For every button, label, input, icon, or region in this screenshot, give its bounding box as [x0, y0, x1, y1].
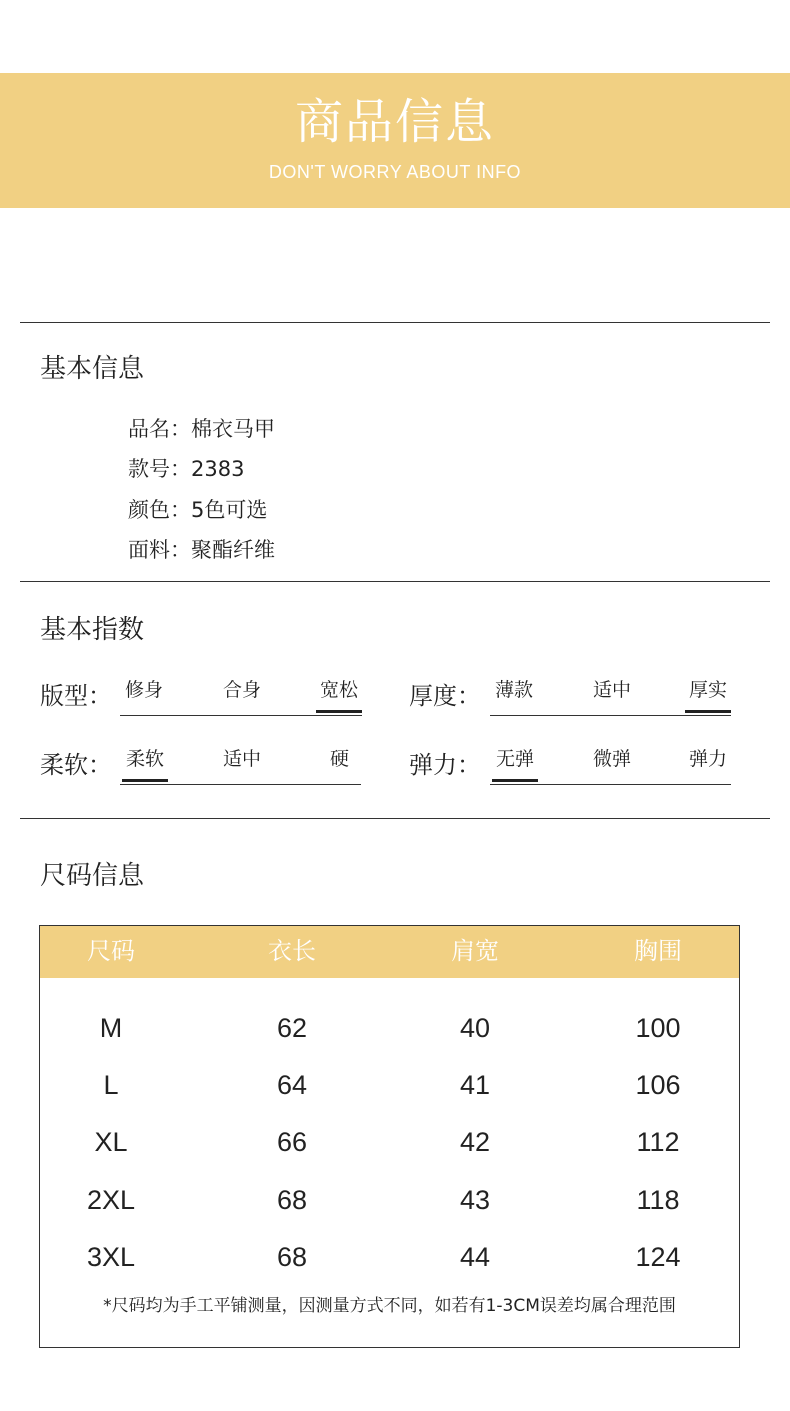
scale-thickness — [490, 671, 731, 716]
basic-info-title: 基本信息 — [40, 354, 145, 384]
scale-option-selected: 无弹 — [496, 748, 535, 770]
divider — [20, 581, 770, 582]
scale-option: 弹力 — [689, 748, 728, 770]
size-note: *尺码均为手工平铺测量，因测量方式不同，如若有1-3CM误差均属合理范围 — [103, 1296, 676, 1316]
cell-chest: 112 — [636, 1127, 680, 1157]
cell-size: XL — [94, 1127, 128, 1157]
cell-shoulder: 43 — [459, 1185, 491, 1215]
scale-option: 修身 — [125, 679, 164, 701]
table-row — [40, 1114, 739, 1171]
scale-softness — [120, 740, 361, 785]
info-label: 款号： — [128, 457, 191, 481]
cell-length: 68 — [276, 1185, 308, 1215]
info-value: 5色可选 — [191, 498, 268, 522]
cell-length: 68 — [276, 1242, 308, 1272]
scale-label-elasticity: 弹力： — [409, 751, 481, 779]
scale-option-selected: 柔软 — [126, 748, 165, 770]
scale-option: 适中 — [593, 679, 632, 701]
info-label: 颜色： — [128, 498, 191, 522]
banner-title: 商品信息 — [294, 94, 495, 150]
scale-option: 合身 — [223, 679, 262, 701]
scale-option-selected: 厚实 — [689, 679, 728, 701]
info-row-fabric — [128, 536, 275, 564]
scale-label-softness: 柔软： — [40, 751, 112, 779]
cell-chest: 100 — [635, 1013, 681, 1043]
scale-fit — [120, 671, 362, 716]
info-row-name — [128, 415, 275, 443]
cell-size: 2XL — [86, 1185, 136, 1215]
cell-size: 3XL — [86, 1242, 136, 1272]
scale-option-selected: 宽松 — [320, 679, 359, 701]
info-label: 品名： — [128, 417, 191, 441]
cell-length: 62 — [276, 1013, 308, 1043]
cell-length: 64 — [276, 1070, 308, 1100]
cell-shoulder: 41 — [459, 1070, 491, 1100]
cell-size: M — [99, 1013, 123, 1043]
header-cell-shoulder: 肩宽 — [451, 937, 499, 965]
header-cell-size: 尺码 — [87, 937, 135, 965]
cell-chest: 118 — [636, 1185, 680, 1215]
scale-label-fit: 版型： — [40, 682, 112, 710]
banner-subtitle: DON'T WORRY ABOUT INFO — [268, 162, 522, 182]
info-value: 2383 — [191, 457, 245, 481]
info-value: 棉衣马甲 — [191, 417, 275, 441]
cell-chest: 106 — [635, 1070, 681, 1100]
indices-title: 基本指数 — [40, 615, 145, 645]
table-row — [40, 1229, 739, 1286]
info-row-style-no — [128, 455, 244, 483]
divider — [20, 818, 770, 819]
scale-label-thickness: 厚度： — [409, 682, 481, 710]
size-table — [39, 925, 740, 1348]
table-row — [40, 1057, 739, 1114]
divider — [20, 322, 770, 323]
scale-option: 适中 — [223, 748, 262, 770]
scale-option: 薄款 — [495, 679, 534, 701]
info-value: 聚酯纤维 — [191, 538, 275, 562]
header-cell-length: 衣长 — [268, 937, 316, 965]
scale-option: 微弹 — [593, 748, 632, 770]
cell-size: L — [103, 1070, 119, 1100]
cell-shoulder: 40 — [459, 1013, 491, 1043]
cell-shoulder: 44 — [459, 1242, 491, 1272]
size-table-header — [40, 926, 739, 978]
size-info-title: 尺码信息 — [40, 861, 145, 891]
info-label: 面料： — [128, 538, 191, 562]
table-row — [40, 1000, 739, 1057]
info-row-color — [128, 496, 267, 524]
table-row — [40, 1172, 739, 1229]
scale-elasticity — [490, 740, 731, 785]
cell-length: 66 — [276, 1127, 308, 1157]
cell-shoulder: 42 — [459, 1127, 491, 1157]
cell-chest: 124 — [635, 1242, 681, 1272]
header-cell-chest: 胸围 — [634, 937, 682, 965]
scale-option: 硬 — [330, 748, 350, 770]
